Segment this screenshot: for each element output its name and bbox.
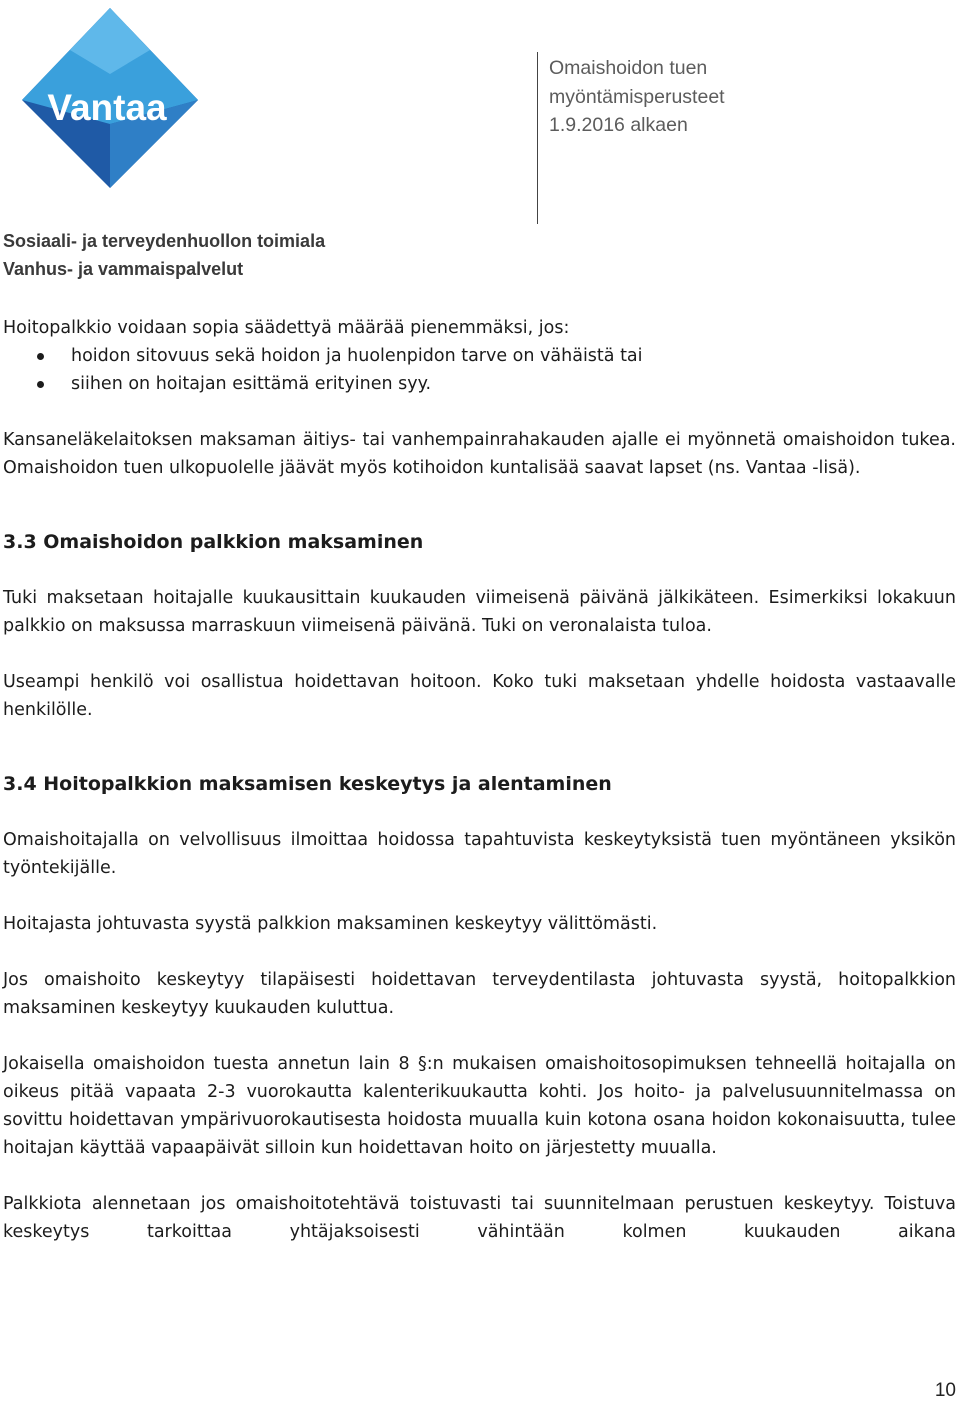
temporary-interruption-paragraph: Jos omaishoito keskeytyy tilapäisesti hoidettavan terveydentilasta johtuvasta syystä, hoitopalkkion maksaminen keskeytyy kuukauden kuluttua. (3, 970, 956, 1018)
condition-list (3, 342, 956, 398)
bullet-icon (37, 353, 44, 360)
section-heading-3-4: 3.4 Hoitopalkkion maksamisen keskeytys ja alentaminen (3, 773, 612, 795)
title-line-3: 1.9.2016 alkaen (549, 114, 688, 136)
bullet-icon (37, 381, 44, 388)
organization-block (3, 227, 325, 283)
org-line-2: Vanhus- ja vammaispalvelut (3, 259, 244, 279)
page-number: 10 (934, 1380, 956, 1401)
list-item-text: siihen on hoitajan esittämä erityinen syy. (71, 374, 432, 394)
vantaa-logo (10, 4, 202, 192)
multiple-caregivers-paragraph: Useampi henkilö voi osallistua hoidettavan hoitoon. Koko tuki maksetaan yhdelle hoidosta vastaavalle henkilölle. (3, 672, 956, 720)
notification-duty-paragraph: Omaishoitajalla on velvollisuus ilmoittaa hoidossa tapahtuvista keskeytyksistä tuen myöntäneen yksikön työntekijälle. (3, 830, 956, 878)
kela-paragraph: Kansaneläkelaitoksen maksaman äitiys- tai vanhempainrahakauden ajalle ei myönnetä omaishoidon tukea. Omaishoidon tuen ulkopuolelle jäävät myös kotihoidon kuntalisää saavat lapset (ns. Vantaa -lisä). (3, 430, 956, 478)
section-heading-3-3: 3.3 Omaishoidon palkkion maksaminen (3, 531, 424, 553)
reduction-paragraph: Palkkiota alennetaan jos omaishoitotehtävä toistuvasti tai suunnitelmaan perustuen keskeytyy. Toistuva keskeytys tarkoittaa yhtäjaksoisesti vähintään kolmen kuukauden aikana (3, 1194, 956, 1242)
payment-paragraph: Tuki maksetaan hoitajalle kuukausittain kuukauden viimeisenä päivänä jälkikäteen. Esimerkiksi lokakuun palkkio on maksussa marraskuun viimeisenä päivänä. Tuki on veronalaista tuloa. (3, 588, 956, 636)
title-line-1: Omaishoidon tuen (549, 57, 708, 79)
header-divider (537, 52, 538, 224)
document-title (549, 54, 769, 140)
title-line-2: myöntämisperusteet (549, 85, 725, 108)
org-line-1: Sosiaali- ja terveydenhuollon toimiala (3, 231, 326, 251)
intro-paragraph: Hoitopalkkio voidaan sopia säädettyä määrää pienemmäksi, jos: (3, 318, 570, 338)
logo-text: Vantaa (47, 87, 167, 128)
list-item (3, 342, 956, 370)
list-item (3, 370, 956, 398)
list-item-text: hoidon sitovuus sekä hoidon ja huolenpidon tarve on vähäistä tai (71, 346, 643, 366)
document-body (3, 314, 956, 1246)
immediate-interruption-paragraph: Hoitajasta johtuvasta syystä palkkion maksaminen keskeytyy välittömästi. (3, 914, 658, 934)
days-off-paragraph: Jokaisella omaishoidon tuesta annetun lain 8 §:n mukaisen omaishoitosopimuksen tehneellä hoitajalla on oikeus pitää vapaata 2-3 vuorokautta kalenterikuukautta kohti. Jos hoito- ja palvelusuunnitelmassa on sovittu hoidettavan ympärivuorokautisesta hoidosta muualla kuin kotona osana hoidon kokonaisuutta, tulee hoitajan käyttää vapaapäivät silloin kun hoidettavan hoito on järjestetty muualla. (3, 1054, 956, 1158)
